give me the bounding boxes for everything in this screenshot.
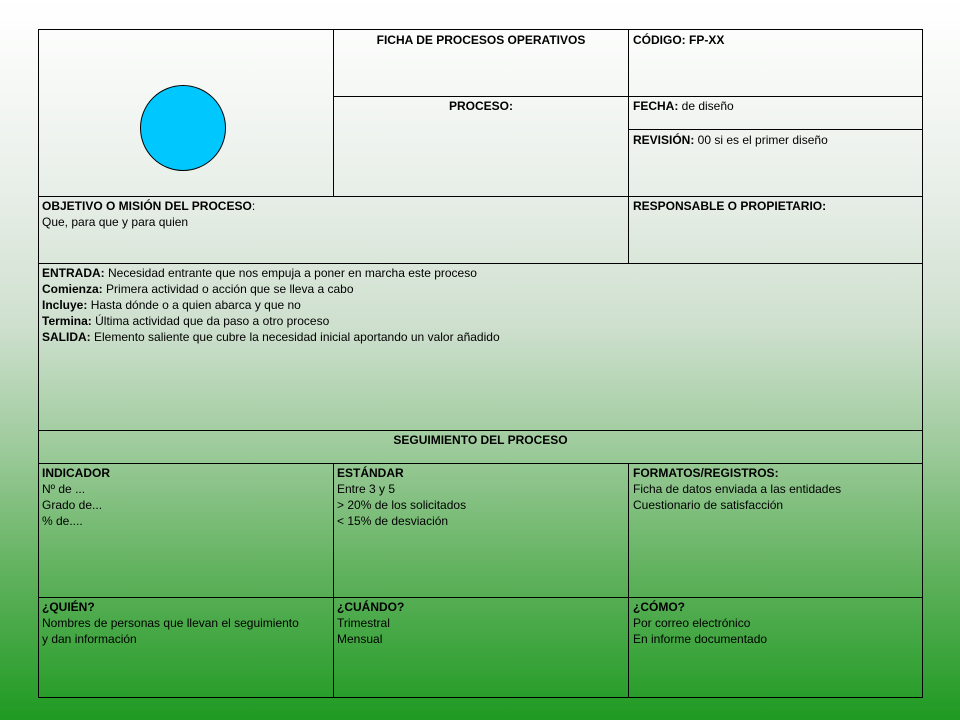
estandar-label: ESTÁNDAR (337, 466, 404, 480)
indicador-line: Nº de ... (42, 482, 86, 496)
cuando-cell (337, 599, 404, 647)
indicador-line: % de.... (42, 514, 83, 528)
divider-h-7 (38, 597, 923, 598)
termina-label: Termina: (42, 314, 92, 328)
incluye-label: Incluye: (42, 298, 88, 312)
incluye-line (42, 297, 500, 313)
salida-line (42, 329, 500, 345)
como-cell (633, 599, 767, 647)
table-border-top (38, 29, 923, 30)
salida-text: Elemento saliente que cubre la necesidad inicial aportando un valor añadido (90, 330, 500, 344)
como-line: Por correo electrónico (633, 616, 751, 630)
code-label: CÓDIGO: FP-XX (633, 33, 725, 47)
divider-h-6 (38, 463, 923, 464)
comienza-line (42, 281, 500, 297)
divider-v-2 (628, 29, 629, 264)
divider-h-1 (333, 96, 923, 97)
divider-h-5 (38, 430, 923, 431)
formatos-line: Cuestionario de satisfacción (633, 498, 784, 512)
entrada-text: Necesidad entrante que nos empuja a poner en marcha este proceso (104, 266, 477, 280)
divider-v-4 (628, 463, 629, 698)
divider-h-3 (38, 196, 923, 197)
objective-text: Que, para que y para quien (42, 215, 189, 229)
termina-line (42, 313, 500, 329)
estandar-cell (337, 465, 466, 529)
entrada-line (42, 265, 500, 281)
cuando-line: Trimestral (337, 616, 390, 630)
revision-field (633, 132, 828, 148)
quien-cell (42, 599, 299, 647)
quien-label: ¿QUIÉN? (42, 600, 95, 614)
process-flow-cell (42, 265, 500, 345)
formatos-cell (633, 465, 841, 513)
revision-value: 00 si es el primer diseño (694, 133, 828, 147)
cuando-label: ¿CUÁNDO? (337, 600, 405, 614)
entrada-label: ENTRADA: (42, 266, 105, 280)
indicador-cell (42, 465, 110, 529)
sheet-title: FICHA DE PROCESOS OPERATIVOS (376, 33, 586, 47)
date-field (633, 98, 734, 114)
divider-h-4 (38, 263, 923, 264)
date-label: FECHA: (633, 99, 679, 113)
revision-label: REVISIÓN: (633, 133, 695, 147)
indicador-line: Grado de... (42, 498, 103, 512)
comienza-label: Comienza: (42, 282, 103, 296)
termina-text: Última actividad que da paso a otro proceso (91, 314, 330, 328)
cuando-line: Mensual (337, 632, 383, 646)
comienza-text: Primera actividad o acción que se lleva a cabo (102, 282, 354, 296)
estandar-line: Entre 3 y 5 (337, 482, 396, 496)
como-label: ¿CÓMO? (633, 600, 685, 614)
divider-v-3 (333, 463, 334, 698)
table-border-bottom (38, 697, 923, 698)
como-line: En informe documentado (633, 632, 768, 646)
divider-h-2 (628, 129, 923, 130)
owner-label: RESPONSABLE O PROPIETARIO: (633, 199, 827, 213)
incluye-text: Hasta dónde o a quien abarca y que no (87, 298, 301, 312)
objective-cell (42, 198, 255, 230)
indicador-label: INDICADOR (42, 466, 110, 480)
quien-line: y dan información (42, 632, 137, 646)
logo-circle (140, 85, 226, 171)
salida-label: SALIDA: (42, 330, 91, 344)
objective-label: OBJETIVO O MISIÓN DEL PROCESO (42, 199, 252, 213)
tracking-title: SEGUIMIENTO DEL PROCESO (393, 433, 568, 447)
date-value: de diseño (678, 99, 734, 113)
formatos-line: Ficha de datos enviada a las entidades (633, 482, 842, 496)
formatos-label: FORMATOS/REGISTROS: (633, 466, 779, 480)
quien-line: Nombres de personas que llevan el seguimiento (42, 616, 299, 630)
objective-colon: : (251, 199, 256, 213)
estandar-line: < 15% de desviación (337, 514, 449, 528)
estandar-line: > 20% de los solicitados (337, 498, 467, 512)
process-label: PROCESO: (448, 99, 513, 113)
